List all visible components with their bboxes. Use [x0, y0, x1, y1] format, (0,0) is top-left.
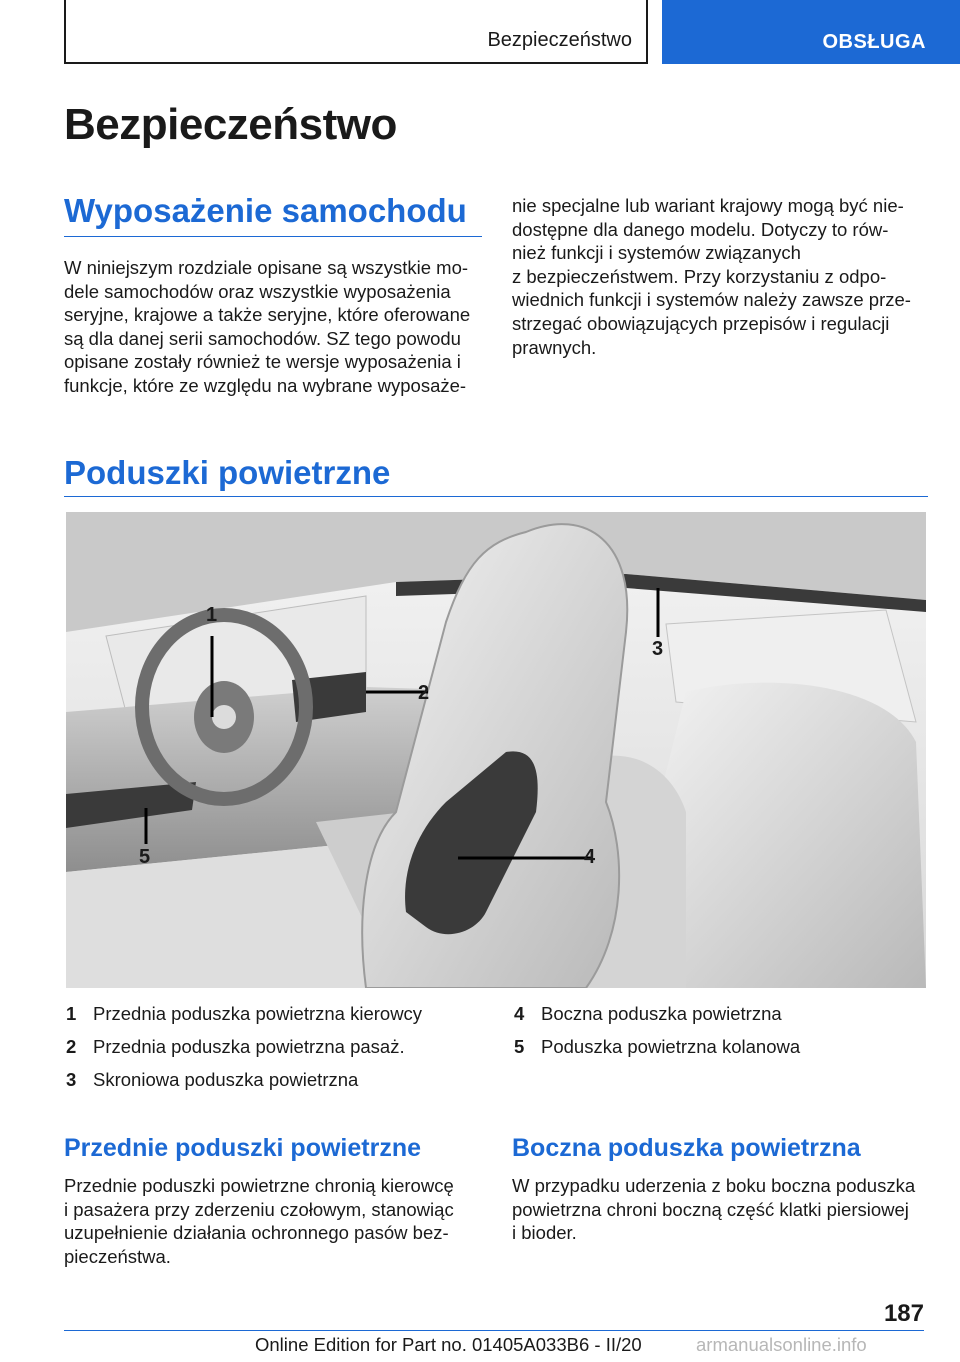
- legend-item: [66, 1068, 486, 1101]
- footer-watermark: armanualsonline.info: [696, 1334, 867, 1355]
- section-heading-airbags: Poduszki powietrzne: [64, 454, 391, 491]
- callout-4: 4: [584, 846, 596, 868]
- legend-item: [66, 1035, 486, 1068]
- text-line: dostępne dla danego modelu. Dotyczy to rów‐: [512, 218, 889, 240]
- callout-3: 3: [652, 638, 664, 660]
- text-line: nie specjalne lub wariant krajowy mogą być nie‐: [512, 195, 904, 216]
- text-line: nież funkcji i systemów związanych: [512, 242, 801, 264]
- text-line: są dla danej serii samochodów. SZ tego powodu: [64, 327, 461, 349]
- equipment-text-left: [64, 256, 482, 398]
- text-line: strzegać obowiązujących przepisów i regulacji: [512, 312, 890, 334]
- front-airbags-text: [64, 1174, 484, 1268]
- legend-list-right: [514, 1002, 934, 1068]
- legend-item: [514, 1035, 934, 1068]
- legend-text: Poduszka powietrzna kolanowa: [541, 1036, 801, 1057]
- equipment-text-right: [512, 194, 930, 359]
- text-line: dele samochodów oraz wszystkie wyposażenia: [64, 280, 451, 302]
- legend-text: Boczna poduszka powietrzna: [541, 1003, 782, 1024]
- legend-text: Skroniowa poduszka powietrzna: [93, 1069, 359, 1090]
- section-heading-equipment: Wyposażenie samochodu: [64, 192, 467, 229]
- page-number: 187: [883, 1300, 924, 1327]
- legend-number: 1: [66, 1003, 77, 1024]
- text-line: prawnych.: [512, 336, 597, 358]
- legend-list-left: [66, 1002, 486, 1101]
- airbag-illustration: [66, 512, 926, 988]
- text-line: funkcje, które ze względu na wybrane wyposaże‐: [64, 374, 467, 396]
- header-section-label: Bezpieczeństwo: [487, 29, 632, 51]
- text-line: pieczeństwa.: [64, 1245, 171, 1267]
- legend-number: 4: [514, 1003, 525, 1024]
- legend-text: Przednia poduszka powietrzna pasaż.: [93, 1036, 405, 1057]
- text-line: Przednie poduszki powietrzne chronią kierowcę: [64, 1175, 454, 1196]
- subsection-heading-side-airbag: Boczna poduszka powietrzna: [512, 1134, 861, 1162]
- footer-rule: [64, 1330, 924, 1331]
- text-line: i bioder.: [512, 1222, 577, 1244]
- text-line: wiednich funkcji i systemów należy zawsze prze‐: [512, 289, 911, 311]
- legend-number: 5: [514, 1036, 525, 1057]
- callout-5: 5: [139, 846, 151, 868]
- text-line: i pasażera przy zderzeniu czołowym, stanowiąc: [64, 1198, 454, 1220]
- callout-2: 2: [418, 682, 430, 704]
- section-rule: [64, 496, 928, 497]
- legend-text: Przednia poduszka powietrzna kierowcy: [93, 1003, 423, 1024]
- legend-item: [66, 1002, 486, 1035]
- header-section-tab: [64, 0, 648, 64]
- section-rule: [64, 236, 482, 237]
- side-airbag-text: [512, 1174, 932, 1245]
- callout-1: 1: [206, 604, 218, 626]
- legend-number: 3: [66, 1069, 77, 1090]
- text-line: powietrzna chroni boczną część klatki piersiowej: [512, 1198, 909, 1220]
- subsection-heading-front-airbags: Przednie poduszki powietrzne: [64, 1134, 421, 1162]
- legend-number: 2: [66, 1036, 77, 1057]
- header-chapter-label: OBSŁUGA: [822, 31, 926, 53]
- header-chapter-tab[interactable]: [662, 0, 960, 64]
- text-line: z bezpieczeństwem. Przy korzystaniu z odpo‐: [512, 265, 887, 287]
- text-line: uzupełnienie działania ochronnego pasów bez‐: [64, 1222, 449, 1244]
- legend-item: [514, 1002, 934, 1035]
- footer-edition: Online Edition for Part no. 01405A033B6 - II/20: [255, 1334, 642, 1355]
- text-line: opisane zostały również te wersje wyposażenia i: [64, 351, 461, 373]
- text-line: seryjne, krajowe a także seryjne, które oferowane: [64, 304, 471, 326]
- page-title: Bezpieczeństwo: [64, 100, 397, 149]
- text-line: W niniejszym rozdziale opisane są wszystkie mo‐: [64, 257, 469, 278]
- text-line: W przypadku uderzenia z boku boczna poduszka: [512, 1175, 916, 1196]
